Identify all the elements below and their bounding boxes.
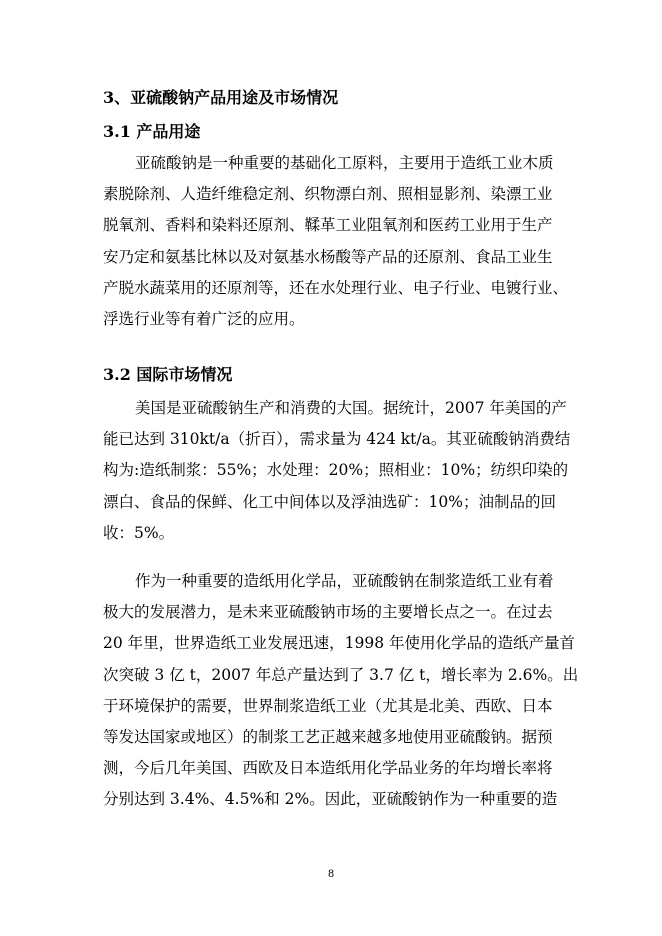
paragraph-papermaking (103, 566, 579, 816)
paragraph-line: 美国是亚硫酸钠生产和消费的大国。据统计，2007 年美国的产 (135, 399, 567, 417)
paragraph-line: 次突破 3 亿 t，2007 年总产量达到了 3.7 亿 t，增长率为 2.6%。出 (103, 665, 579, 684)
paragraph-line: 脱氧剂、香料和染料还原剂、鞣革工业阻氧剂和医药工业用于生产 (103, 216, 553, 235)
paragraph-line: 于环境保护的需要，世界制浆造纸工业（尤其是北美、西欧、日本 (103, 696, 553, 715)
paragraph-line: 收：5%。 (103, 523, 175, 542)
subsection-heading-product-uses: 3.1 产品用途 (103, 122, 201, 141)
page-number: 8 (327, 869, 335, 880)
paragraph-line: 等发达国家或地区）的制浆工艺正越来越多地使用亚硫酸钠。据预 (103, 727, 553, 746)
paragraph-line: 20 年里，世界造纸工业发展迅速，1998 年使用化学品的造纸产量首 (103, 634, 576, 653)
paragraph-product-uses (103, 148, 573, 335)
paragraph-line: 极大的发展潜力，是未来亚硫酸钠市场的主要增长点之一。在过去 (103, 603, 553, 622)
subsection-heading-international-market: 3.2 国际市场情况 (103, 365, 233, 384)
paragraph-line: 分别达到 3.4%、4.5%和 2%。因此，亚硫酸钠作为一种重要的造 (103, 790, 558, 809)
paragraph-line: 素脱除剂、人造纤维稳定剂、织物漂白剂、照相显影剂、染漂工业 (103, 185, 553, 204)
paragraph-line: 测，今后几年美国、西欧及日本造纸用化学品业务的年均增长率将 (103, 759, 553, 778)
paragraph-line: 能已达到 310kt/a（折百），需求量为 424 kt/a。其亚硫酸钠消费结 (103, 430, 571, 449)
paragraph-line: 亚硫酸钠是一种重要的基础化工原料，主要用于造纸工业木质 (135, 154, 554, 172)
paragraph-line: 漂白、食品的保鲜、化工中间体以及浮油选矿：10%；油制品的回 (103, 492, 556, 511)
paragraph-line: 浮选行业等有着广泛的应用。 (103, 309, 305, 328)
paragraph-line: 安乃定和氨基比林以及对氨基水杨酸等产品的还原剂、食品工业生 (103, 247, 553, 266)
paragraph-line: 构为:造纸制浆：55%；水处理：20%；照相业：10%；纺织印染的 (103, 461, 569, 480)
section-heading: 3、亚硫酸钠产品用途及市场情况 (103, 88, 339, 107)
paragraph-us-market (103, 393, 573, 549)
paragraph-line: 作为一种重要的造纸用化学品，亚硫酸钠在制浆造纸工业有着 (135, 572, 554, 590)
paragraph-line: 产脱水蔬菜用的还原剂等，还在水处理行业、电子行业、电镀行业、 (103, 278, 569, 297)
